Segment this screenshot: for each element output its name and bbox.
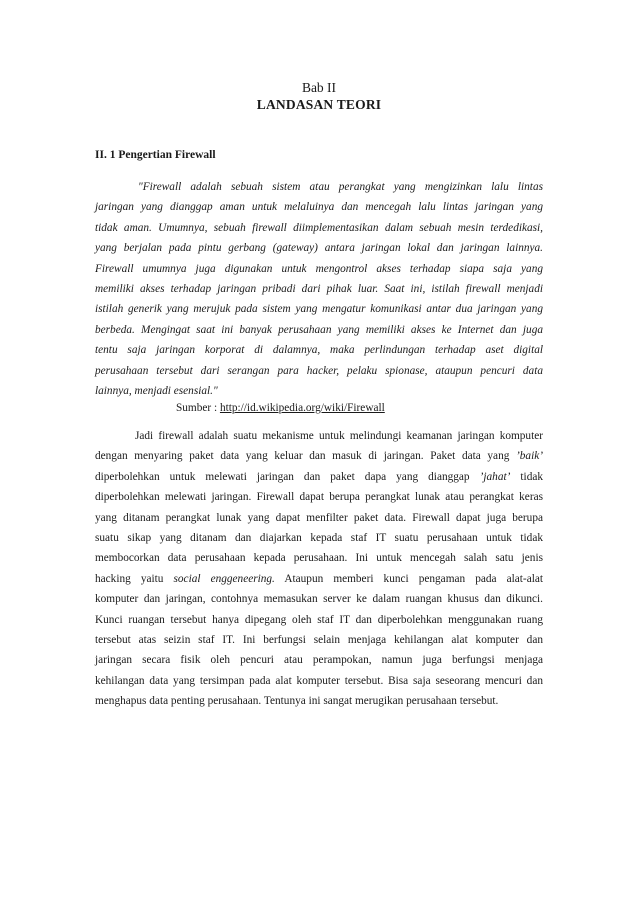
body-line: tersebut atas seizin staf IT. Ini berfungsi selain menjaga kehilangan alat komputer dan xyxy=(95,633,543,646)
source-citation xyxy=(176,402,385,414)
body-line: diperbolehkan melewati jaringan. Firewall dapat berupa perangkat lunak atau perangkat keras xyxy=(95,491,543,504)
body-line: hacking yaitu social enggeneering. Ataupun memberi kunci pengaman pada alat-alat xyxy=(95,572,543,585)
body-line: komputer dan jaringan, contohnya memasukan server ke dalam ruangan khusus dan dikunci. xyxy=(95,593,543,606)
quote-line: istilah generik yang merujuk pada sistem yang mengatur komunikasi antar dua jaringan yang xyxy=(95,303,543,316)
quote-line: memiliki akses terhadap jaringan pribadi dari pihak luar. Saat ini, istilah firewall menjadi xyxy=(95,282,543,295)
source-label: Sumber : xyxy=(176,402,220,414)
body-paragraph xyxy=(95,426,543,711)
quote-line: Firewall umumnya juga digunakan untuk mengontrol akses terhadap siapa saja yang xyxy=(95,262,543,275)
quote-line: jaringan yang dianggap aman untuk melaluinya dan mencegah lalu lintas jaringan yang xyxy=(95,201,543,214)
quote-line: berbeda. Mengingat saat ini banyak perusahaan yang memiliki akses ke Internet dan juga xyxy=(95,323,543,336)
body-line: diperbolehkan untuk melewati jaringan dan paket dapa yang dianggap ’jahat’ tidak xyxy=(95,470,544,483)
body-line: suatu sikap yang ditanam dan diajarkan kepada staf IT suatu perusahaan untuk tidak xyxy=(95,531,543,544)
quote-line: tidak aman. Umumnya, sebuah firewall diimplementasikan dalam sebuah mesin terdedikasi, xyxy=(95,221,543,234)
quote-line: lainnya, menjadi esensial." xyxy=(95,384,218,397)
quote-line: yang berjalan pada pintu gerbang (gateway) antara jaringan lokal dan jaringan lainnya. xyxy=(95,242,543,255)
quote-line: perusahaan tersebut dari serangan para hacker, pelaku spionase, ataupun pencuri data xyxy=(95,364,543,377)
body-line: membocorkan data perusahaan kepada perusahaan. Ini untuk mencegah salah satu jenis xyxy=(95,552,543,565)
section-heading: II. 1 Pengertian Firewall xyxy=(95,149,216,161)
quote-line: "Firewall adalah sebuah sistem atau perangkat yang mengizinkan lalu lintas xyxy=(138,181,543,193)
chapter-title: LANDASAN TEORI xyxy=(256,97,382,112)
body-line: Jadi firewall adalah suatu mekanisme untuk melindungi keamanan jaringan komputer xyxy=(135,430,543,442)
body-line: dengan menyaring paket data yang keluar dan masuk di jaringan. Paket data yang ’baik’ xyxy=(95,450,543,463)
source-link[interactable]: http://id.wikipedia.org/wiki/Firewall xyxy=(219,402,385,414)
body-line: Kunci ruangan tersebut hanya dipegang oleh staf IT dan diperbolehkan menggunakan ruang xyxy=(95,613,543,626)
body-line: kehilangan data yang tersimpan pada alat komputer tersebut. Bisa saja seseorang mencuri dan xyxy=(95,674,543,687)
chapter-number: Bab II xyxy=(301,80,337,95)
body-line: jaringan secara fisik oleh pencuri atau perampokan, namun juga berfungsi menjaga xyxy=(95,654,543,667)
body-line: yang ditanam perangkat lunak yang dapat menfilter paket data. Firewall dapat juga berupa xyxy=(95,511,543,524)
body-line: menghapus data penting perusahaan. Tentunya ini sangat merugikan perusahaan tersebut. xyxy=(95,695,499,708)
quote-line: tentu saja jaringan korporat di dalamnya, maka perlindungan terhadap aset digital xyxy=(95,344,543,357)
quote-paragraph xyxy=(95,177,543,401)
